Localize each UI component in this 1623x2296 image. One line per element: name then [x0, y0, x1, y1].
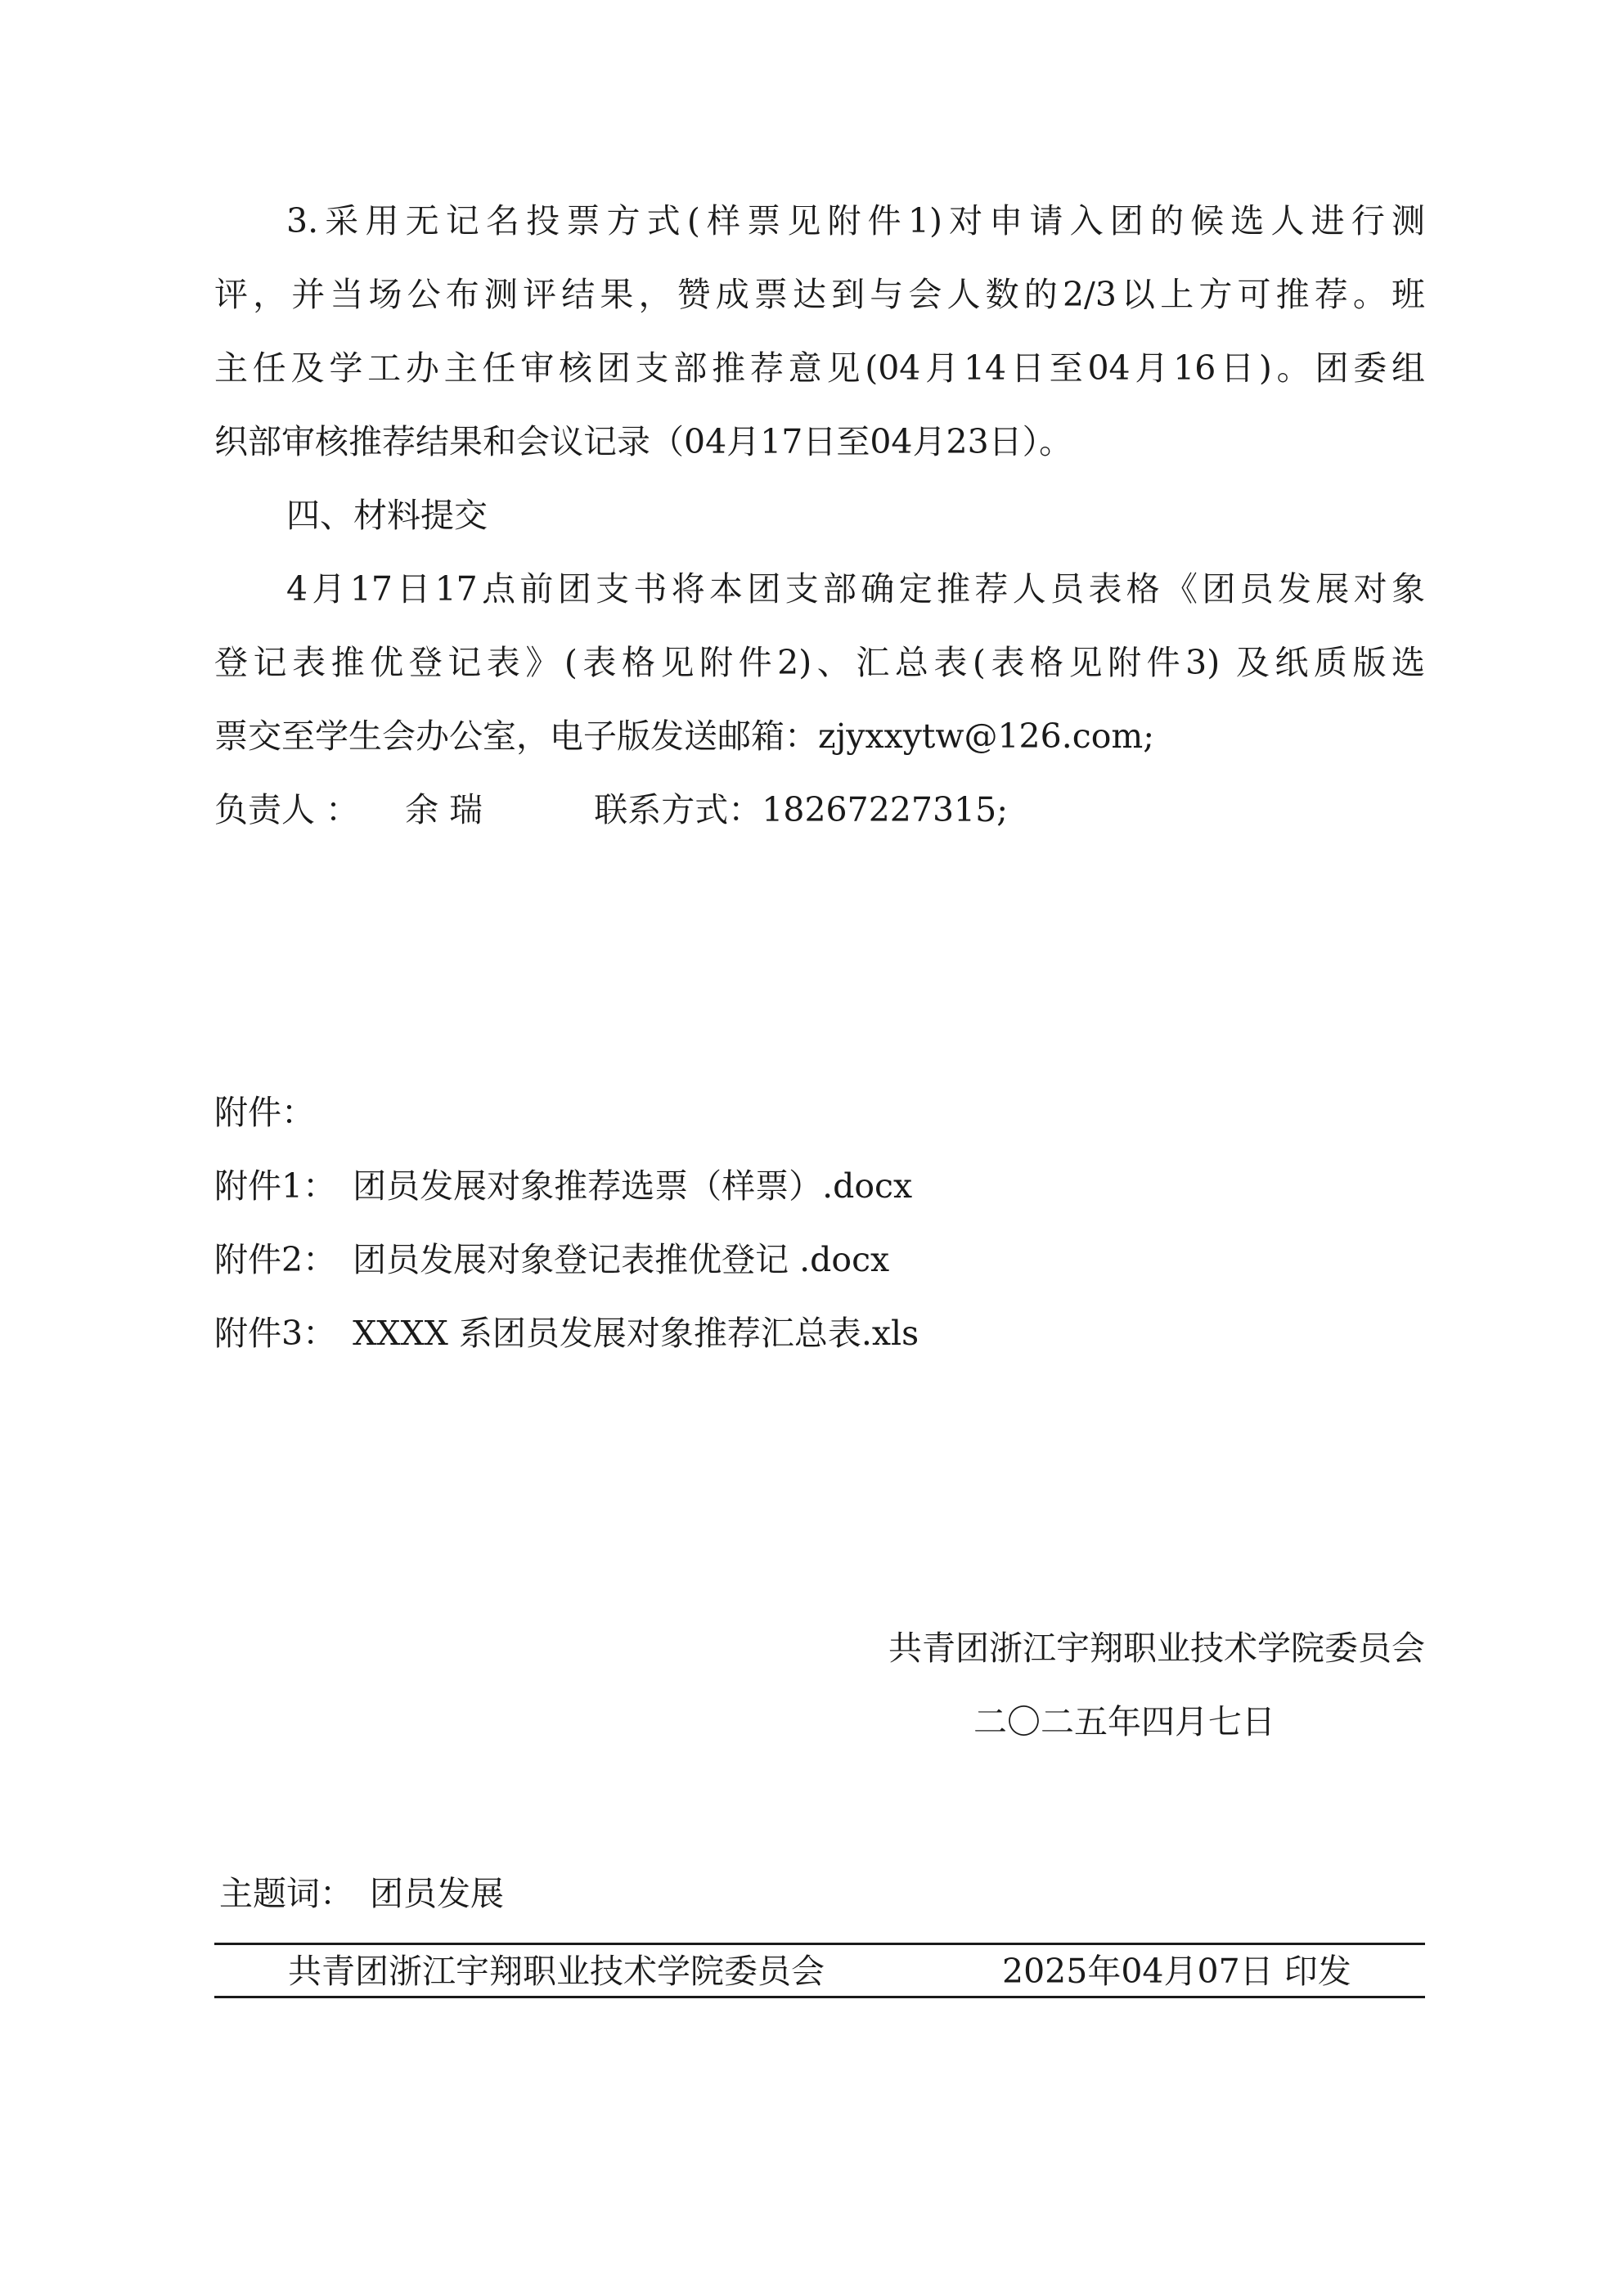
attachment-label: 附件3： [214, 1314, 337, 1353]
section4-heading: 四、材料提交 [286, 496, 488, 535]
para3-line-2: 评，并当场公布测评结果，赞成票达到与会人数的2/3以上方可推荐。班 [214, 275, 1425, 314]
footer-issuer: 共青团浙江宇翔职业技术学院委员会 [288, 1952, 825, 1991]
signature-org: 共青团浙江宇翔职业技术学院委员会 [888, 1629, 1425, 1668]
attachment-item-1 [214, 1161, 1425, 1211]
attachment-item-3 [214, 1309, 1425, 1358]
footer-rule-top [214, 1943, 1425, 1945]
keywords-value: 团员发展 [370, 1874, 504, 1913]
attachment-label: 附件1： [214, 1166, 337, 1206]
para3-line-4: 织部审核推荐结果和会议记录（04月17日至04月23日）。 [214, 422, 1073, 461]
contact-label: 负责人 ： [214, 790, 360, 829]
keywords-line [219, 1869, 1430, 1918]
attachment-file-link[interactable]: 团员发展对象推荐选票（样票）.docx [353, 1166, 913, 1206]
attachment-file-link[interactable]: 团员发展对象登记表推优登记 .docx [353, 1240, 890, 1279]
attachment-label: 附件2： [214, 1240, 337, 1279]
para3-line-3: 主任及学工办主任审核团支部推荐意见(04月14日至04月16日)。团委组 [214, 348, 1425, 388]
footer-print-date: 2025年04月07日 印发 [1002, 1952, 1351, 1991]
signature-date: 二〇二五年四月七日 [973, 1702, 1275, 1741]
contact-name: 余 瑞 [405, 790, 483, 829]
attachment-item-2 [214, 1235, 1425, 1284]
para3-line-1: 3.采用无记名投票方式(样票见附件1)对申请入团的候选人进行测 [286, 201, 1425, 240]
section4-line-1: 4月17日17点前团支书将本团支部确定推荐人员表格《团员发展对象 [286, 569, 1425, 609]
keywords-label: 主题词： [219, 1874, 353, 1913]
contact-line [214, 785, 1425, 834]
attachments-heading: 附件： [214, 1093, 315, 1132]
attachment-file-link[interactable]: XXXX 系团员发展对象推荐汇总表.xls [353, 1314, 919, 1353]
footer-rule-bottom [214, 1996, 1425, 1998]
section4-line-3: 票交至学生会办公室，电子版发送邮箱：zjyxxytw@126.com; [214, 717, 1155, 756]
contact-method: 联系方式：18267227315; [594, 790, 1009, 829]
section4-line-2: 登记表推优登记表》(表格见附件2)、汇总表(表格见附件3) 及纸质版选 [214, 643, 1425, 682]
